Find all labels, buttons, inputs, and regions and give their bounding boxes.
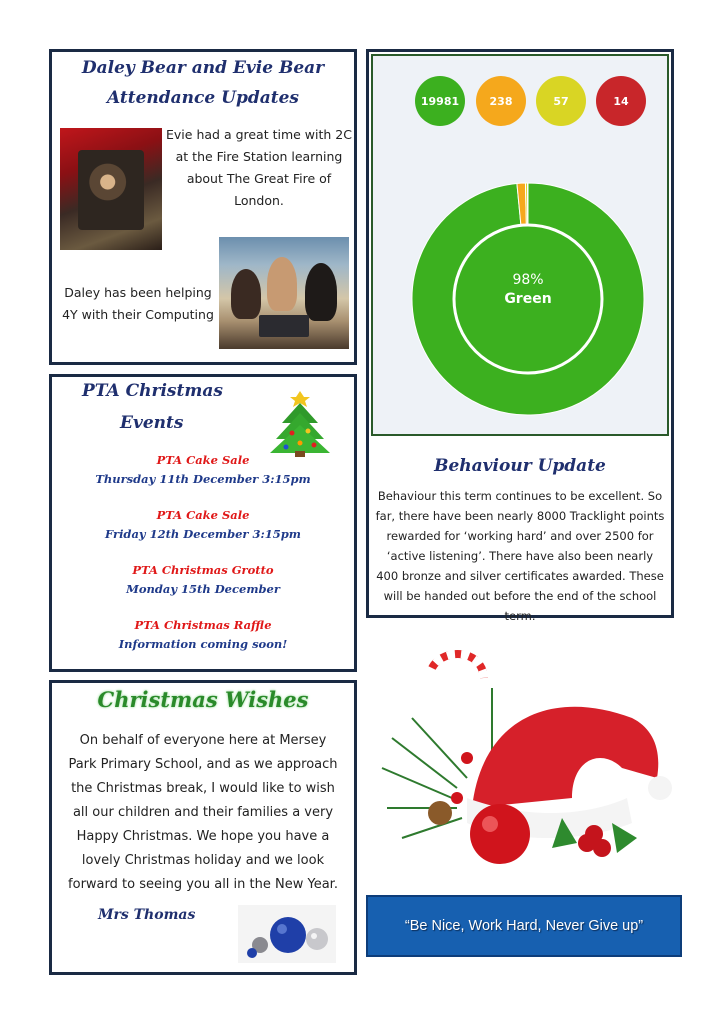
yellow-count-badge: 57 [536, 76, 586, 126]
pta-title-line2: Events [120, 413, 184, 433]
santa-hat-image [372, 648, 672, 884]
pta-event-name: PTA Christmas Grotto [132, 563, 274, 577]
attendance-title-line1: Daley Bear and Evie Bear [81, 58, 325, 78]
red-count-badge: 14 [596, 76, 646, 126]
donut-percent-label: 98% [512, 272, 544, 288]
christmas-wishes-text: On behalf of everyone here at Mersey Park Primary School, and as we approach the Christmas break, I would like to wish all our children and their families a very Happy Christmas. We hope you have a lovely Christmas holiday and we look forward to seeing you all in the New Year. [68, 733, 338, 892]
school-motto-banner: “Be Nice, Work Hard, Never Give up” [366, 895, 682, 957]
christmas-wishes-title: Christmas Wishes [97, 687, 309, 712]
evie-bear-text: Evie had a great time with 2C at the Fire Station learning about The Great Fire of London. [166, 127, 352, 208]
christmas-tree-icon [262, 383, 342, 459]
attendance-title-line2: Attendance Updates [107, 88, 299, 108]
christmas-wishes-box [49, 680, 357, 975]
pta-event-date: Monday 15th December [126, 582, 280, 596]
signature: Mrs Thomas [98, 907, 196, 923]
pta-event-date: Friday 12th December 3:15pm [105, 527, 301, 541]
behaviour-donut-chart [373, 176, 671, 426]
daley-bear-text: Daley has been helping 4Y with their Computing [62, 285, 214, 322]
pta-event-name: PTA Cake Sale [156, 508, 250, 522]
fire-station-photo [60, 128, 162, 250]
pta-event-date: Information coming soon! [118, 637, 288, 651]
green-count-badge: 19981 [415, 76, 465, 126]
pta-event-name: PTA Christmas Raffle [134, 618, 272, 632]
behaviour-text: Behaviour this term continues to be excellent. So far, there have been nearly 8000 Tracklight points rewarded for ‘working hard’ and over 2500 for ‘active listening’. There have also been nearly 400 bronze and silver certificates awarded. These will be handed out before the end of the school term. [375, 489, 665, 623]
behaviour-update-box [366, 49, 674, 623]
baubles-image [238, 905, 336, 963]
amber-count-badge: 238 [476, 76, 526, 126]
pta-event-date: Thursday 11th December 3:15pm [95, 472, 311, 486]
tracklight-dashboard [371, 54, 669, 436]
pta-title-line1: PTA Christmas [82, 381, 223, 401]
donut-category-label: Green [504, 291, 552, 307]
pta-event-name: PTA Cake Sale [156, 453, 250, 467]
attendance-update-box [49, 49, 357, 365]
behaviour-title: Behaviour Update [434, 456, 606, 476]
computing-class-photo [219, 237, 349, 349]
pta-events-box [49, 374, 357, 672]
